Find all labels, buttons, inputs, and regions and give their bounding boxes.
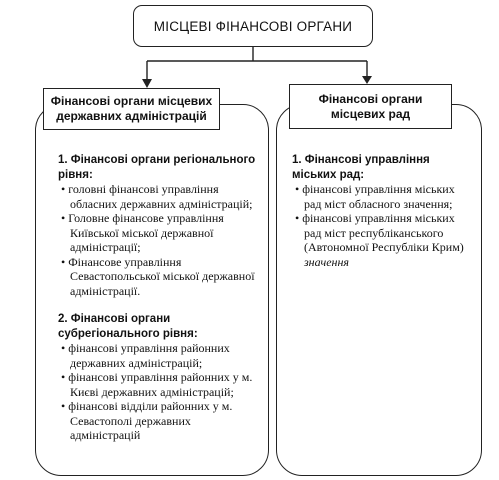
list-item: • фінансові відділи районних у м. Севастополі державних адміністрацій (61, 399, 233, 442)
subregional-group (56, 312, 261, 443)
group-title: 1. Фінансові органи регіонального рівня: (58, 154, 256, 181)
right-header-text: Фінансові органи місцевих рад (318, 91, 423, 121)
list-item: • фінансові управління районних державних адміністрацій; (61, 341, 230, 370)
group-title: 2. Фінансові органи субрегіонального рівня: (58, 313, 198, 340)
city-councils-group (290, 153, 470, 269)
arrowhead-left (142, 79, 152, 88)
list-item-text: • фінансові управління міських рад міст республіканського (Автономної Республіки Крим) (295, 211, 464, 254)
right-header (289, 84, 452, 129)
root-box (133, 5, 373, 47)
list-item: • головні фінансові управління обласних державних адміністрацій; (61, 182, 253, 211)
right-content (290, 153, 470, 283)
regional-group (56, 153, 261, 298)
arrowhead-right (362, 76, 372, 84)
group-title: 1. Фінансові управління міських рад: (292, 154, 430, 181)
root-title: МІСЦЕВІ ФІНАНСОВІ ОРГАНИ (153, 18, 353, 34)
left-header-text: Фінансові органи місцевих державних адміністрацій (50, 94, 213, 123)
list-item-tail: значення (304, 254, 350, 269)
list-item: • фінансові управління міських рад міст обласного значення; (295, 182, 455, 211)
list-item (290, 211, 470, 269)
list-item: • Фінансове управління Севастопольської міської державної адміністрації. (61, 254, 255, 298)
list-item: • Головне фінансове управління Київської міської державної адміністрації; (61, 211, 224, 254)
left-content (56, 153, 261, 457)
left-header (43, 88, 220, 130)
list-item: • фінансові управління районних у м. Києві державних адміністрацій; (61, 370, 253, 399)
